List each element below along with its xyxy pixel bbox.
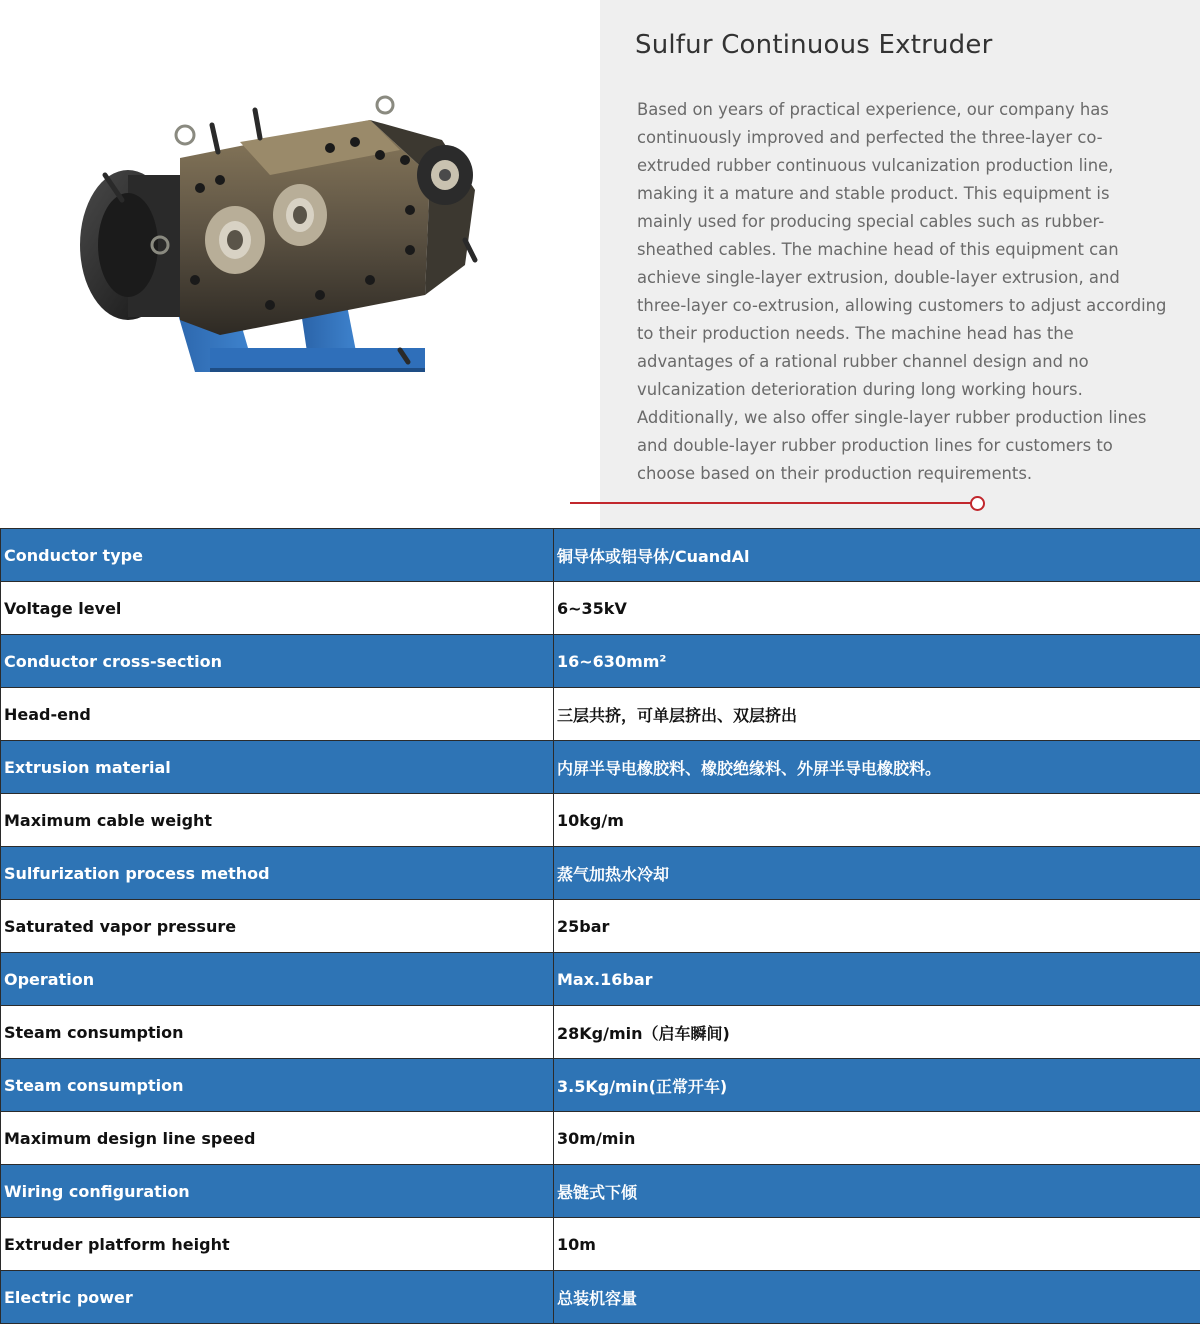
spec-label: Maximum cable weight <box>1 794 554 847</box>
table-row <box>1 688 1200 741</box>
spec-label: Saturated vapor pressure <box>1 900 554 953</box>
spec-label: Voltage level <box>1 582 554 635</box>
spec-label: Head-end <box>1 688 554 741</box>
table-row <box>1 741 1200 794</box>
spec-label: Maximum design line speed <box>1 1112 554 1165</box>
spec-label: Conductor cross-section <box>1 635 554 688</box>
table-row <box>1 1112 1200 1165</box>
table-row <box>1 1059 1200 1112</box>
table-row <box>1 529 1200 582</box>
decorative-circle-icon <box>970 496 985 511</box>
table-row <box>1 582 1200 635</box>
spec-label: Conductor type <box>1 529 554 582</box>
spec-value: 10kg/m <box>554 794 1200 847</box>
spec-value: 16~630mm² <box>554 635 1200 688</box>
spec-label: Steam consumption <box>1 1059 554 1112</box>
table-row <box>1 900 1200 953</box>
spec-label: Extruder platform height <box>1 1218 554 1271</box>
spec-value: 10m <box>554 1218 1200 1271</box>
spec-value: 30m/min <box>554 1112 1200 1165</box>
table-row <box>1 635 1200 688</box>
spec-value: 3.5Kg/min(正常开车) <box>554 1059 1200 1112</box>
table-row <box>1 953 1200 1006</box>
spec-value: 蒸气加热水冷却 <box>554 847 1200 900</box>
spec-value: 6~35kV <box>554 582 1200 635</box>
spec-value: 三层共挤，可单层挤出、双层挤出 <box>554 688 1200 741</box>
product-info-panel <box>600 0 1200 528</box>
spec-label: Steam consumption <box>1 1006 554 1059</box>
table-row <box>1 1006 1200 1059</box>
spec-value: Max.16bar <box>554 953 1200 1006</box>
spec-label: Operation <box>1 953 554 1006</box>
decorative-divider-line <box>570 502 972 504</box>
spec-label: Sulfurization process method <box>1 847 554 900</box>
spec-value: 28Kg/min（启车瞬间) <box>554 1006 1200 1059</box>
extruder-head-image <box>70 80 500 380</box>
spec-value: 总装机容量 <box>554 1271 1200 1324</box>
spec-label: Electric power <box>1 1271 554 1324</box>
product-title: Sulfur Continuous Extruder <box>635 30 992 60</box>
spec-label: Extrusion material <box>1 741 554 794</box>
product-description: Based on years of practical experience, our company has continuously improved and perfected the three-layer co-extruded rubber continuous vulcanization production line, making it a mature and stable product. This equipment is mainly used for producing special cables such as rubber-sheathed cables. The machine head of this equipment can achieve single-layer extrusion, double-layer extrusion, and three-layer co-extrusion, allowing customers to adjust according to their production needs. The machine head has the advantages of a rational rubber channel design and no vulcanization deterioration during long working hours. Additionally, we also offer single-layer rubber production lines and double-layer rubber production lines for customers to choose based on their production requirements. <box>637 96 1167 488</box>
table-row <box>1 847 1200 900</box>
product-image-area <box>0 0 600 528</box>
table-row <box>1 1271 1200 1324</box>
table-row <box>1 1218 1200 1271</box>
spec-label: Wiring configuration <box>1 1165 554 1218</box>
table-row <box>1 1165 1200 1218</box>
table-row <box>1 794 1200 847</box>
spec-value: 铜导体或铝导体/CuandAl <box>554 529 1200 582</box>
spec-value: 悬链式下倾 <box>554 1165 1200 1218</box>
specs-table <box>0 528 1200 1324</box>
spec-value: 内屏半导电橡胶料、橡胶绝缘料、外屏半导电橡胶料。 <box>554 741 1200 794</box>
spec-value: 25bar <box>554 900 1200 953</box>
product-header-section <box>0 0 1200 528</box>
